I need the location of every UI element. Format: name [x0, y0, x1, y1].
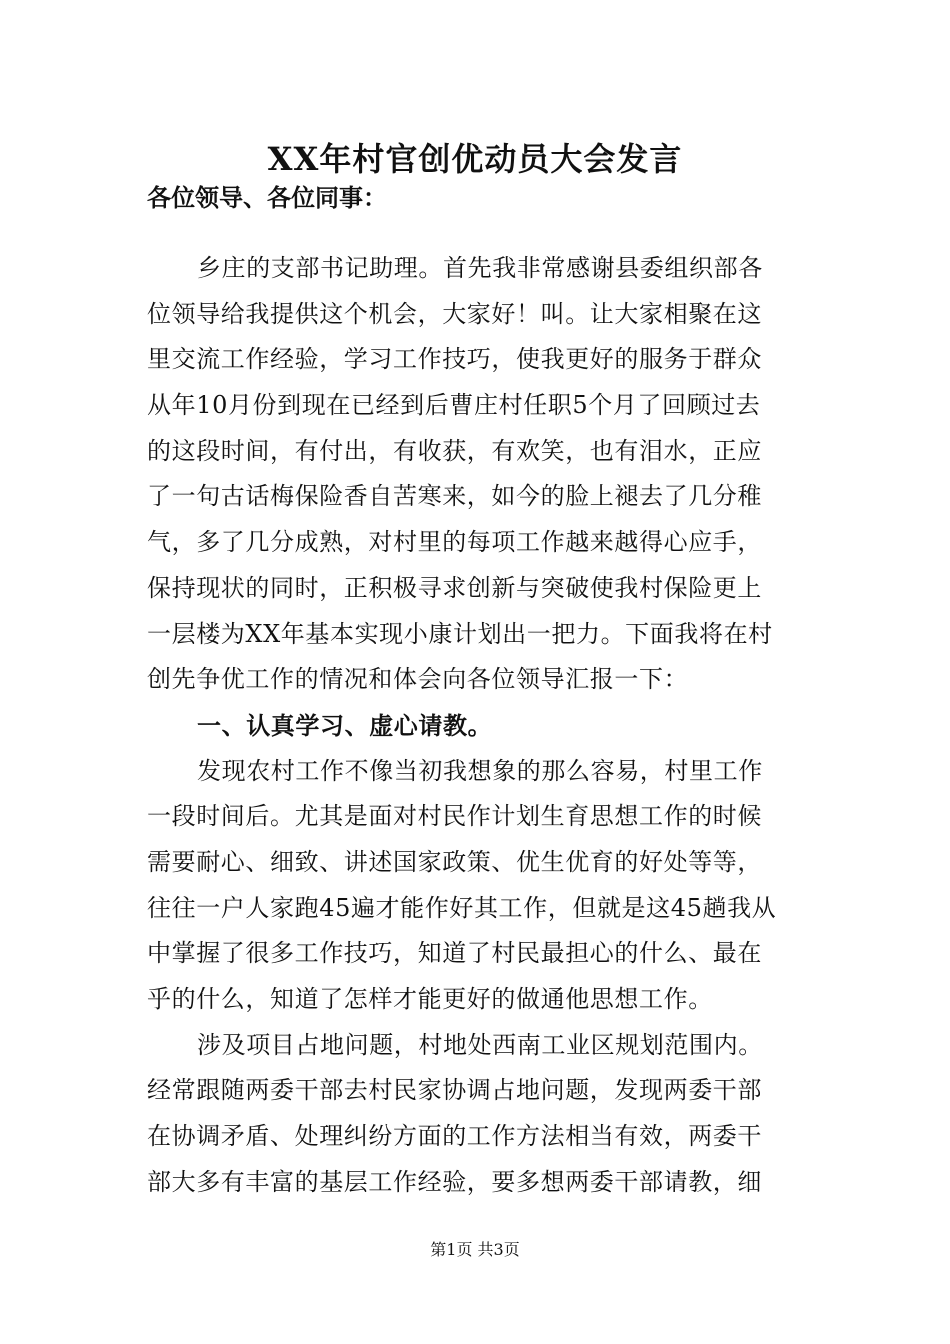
paragraph-line: 位领导给我提供这个机会，大家好！叫。让大家相聚在这: [147, 299, 762, 328]
paragraph-line: 气，多了几分成熟，对村里的每项工作越来越得心应手，: [147, 528, 762, 557]
paragraph-line: 的这段时间，有付出，有收获，有欢笑，也有泪水，正应: [147, 436, 762, 465]
paragraph-line: 乡庄的支部书记助理。首先我非常感谢县委组织部各: [197, 254, 763, 282]
salutation: 各位领导、各位同事：: [147, 183, 387, 212]
paragraph-line: 从年10月份到现在已经到后曹庄村任职5个月了回顾过去: [147, 391, 761, 420]
document-title: XX年村官创优动员大会发言: [267, 140, 683, 178]
paragraph-line: 发现农村工作不像当初我想象的那么容易，村里工作: [197, 756, 763, 785]
paragraph-line: 部大多有丰富的基层工作经验，要多想两委干部请教，细: [147, 1167, 762, 1196]
paragraph-line: 经常跟随两委干部去村民家协调占地问题，发现两委干部: [147, 1076, 762, 1105]
paragraph-line: 一段时间后。尤其是面对村民作计划生育思想工作的时候: [147, 802, 762, 831]
paragraph-line: 了一句古话梅保险香自苦寒来，如今的脸上褪去了几分稚: [147, 482, 762, 511]
paragraph-line: 在协调矛盾、处理纠纷方面的工作方法相当有效，两委干: [147, 1122, 762, 1151]
paragraph-line: 保持现状的同时，正积极寻求创新与突破使我村保险更上: [147, 573, 762, 602]
paragraph-line: 涉及项目占地问题，村地处西南工业区规划范围内。: [197, 1030, 763, 1059]
section-heading: 一、认真学习、虚心请教。: [197, 710, 493, 740]
page-footer: 第1页 共3页: [430, 1240, 520, 1259]
paragraph-line: 往往一户人家跑45遍才能作好其工作，但就是这45趟我从: [147, 893, 777, 922]
paragraph-line: 创先争优工作的情况和体会向各位领导汇报一下：: [147, 665, 689, 694]
body-text: [147, 246, 809, 1205]
paragraph-line: 需要耐心、细致、讲述国家政策、优生优育的好处等等，: [147, 847, 762, 876]
paragraph-line: 中掌握了很多工作技巧，知道了村民最担心的什么、最在: [147, 939, 762, 968]
paragraph-line: 里交流工作经验，学习工作技巧，使我更好的服务于群众: [147, 345, 762, 374]
paragraph-line: 乎的什么，知道了怎样才能更好的做通他思想工作。: [147, 985, 713, 1013]
paragraph-line: 一层楼为XX年基本实现小康计划出一把力。下面我将在村: [147, 619, 773, 648]
